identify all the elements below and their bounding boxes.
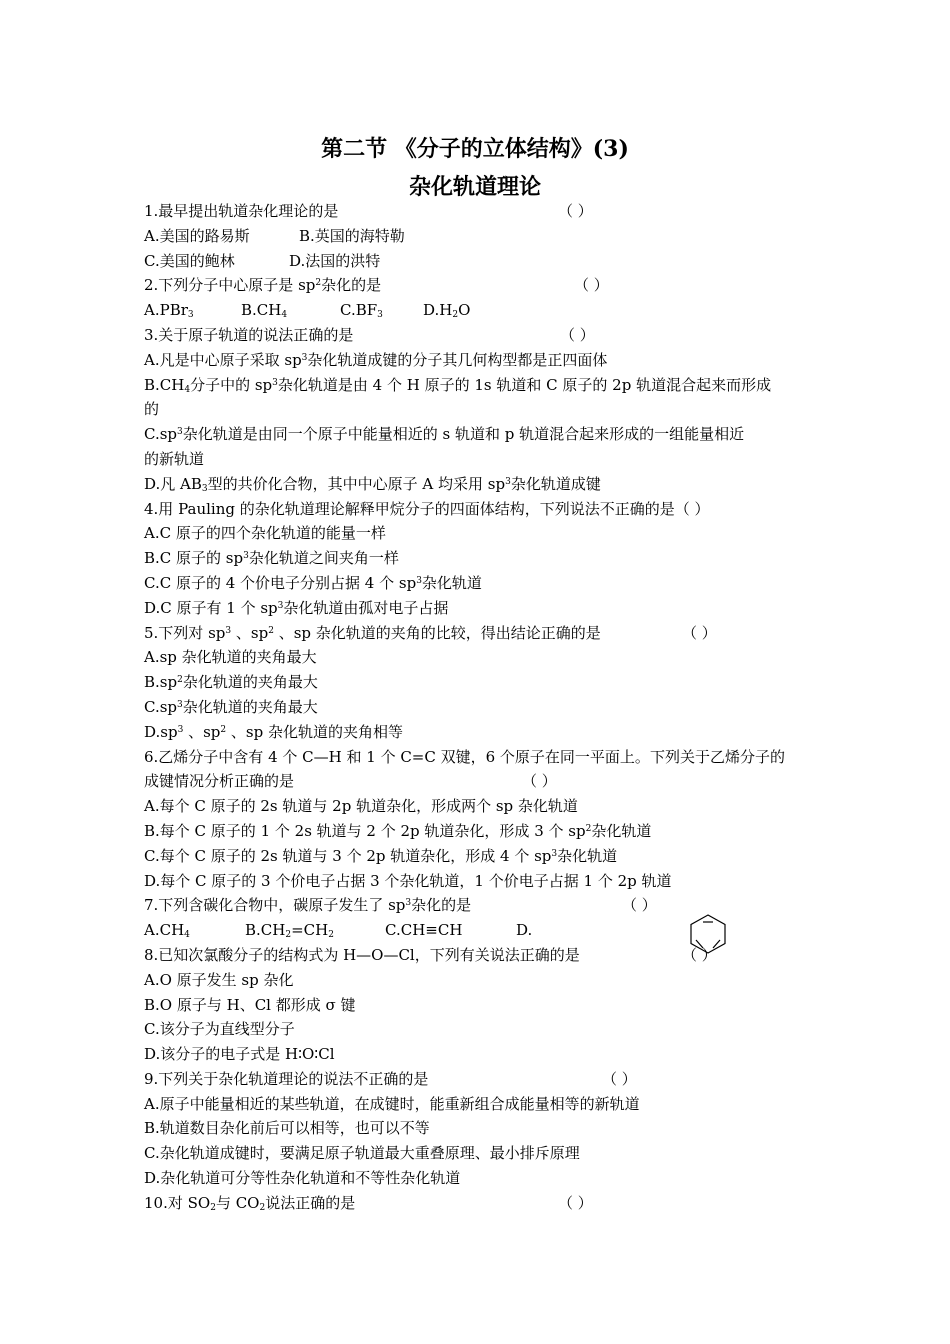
q6-stem-cont: 成键情况分析正确的是 （ ） xyxy=(144,769,814,794)
q3-option-b: $B.CH_4$分子中的 $sp^3$杂化轨道是由 4 个 H 原子的 1s 轨道和 C 原子的 2p 轨道混合起来而形成 xyxy=(144,375,772,395)
q8-option-b: B.O 原子与 H、Cl 都形成 σ 键 xyxy=(144,995,356,1014)
q3-option-c-cont: 的新轨道 xyxy=(144,449,205,468)
q2-options: A.PBr$_3$ $B.CH_4$ $C.BF_3$ $D.H_2O$ xyxy=(144,301,471,321)
q9-option-a: A.原子中能量相近的某些轨道，在成键时，能重新组合成能量相等的新轨道 xyxy=(144,1094,640,1113)
q6-option-c: C.每个 C 原子的 2s 轨道与 3 个 2p 轨道杂化，形成 4 个 $sp^3$杂化轨道 xyxy=(144,846,618,865)
q8-stem: 8.已知次氯酸分子的结构式为 H—O—Cl，下列有关说法正确的是 （ ） xyxy=(144,943,814,968)
q6-option-d: D.每个 C 原子的 3 个价电子占据 3 个杂化轨道，1 个价电子占据 1 个 2p 轨道 xyxy=(144,871,672,890)
q3-stem: 3.关于原子轨道的说法正确的是 （ ） xyxy=(144,323,814,348)
answer-blank: （ ） xyxy=(622,896,657,915)
q9-option-c: C.杂化轨道成键时，要满足原子轨道最大重叠原理、最小排斥原理 xyxy=(144,1144,580,1163)
q6-option-b: B.每个 C 原子的 1 个 2s 轨道与 2 个 2p 轨道杂化，形成 3 个 $sp^2$杂化轨道 xyxy=(144,821,652,840)
q8-option-c: C.该分子为直线型分子 xyxy=(144,1020,295,1039)
q5-option-a: A.sp 杂化轨道的夹角最大 xyxy=(144,648,317,667)
answer-blank: （ ） xyxy=(682,623,717,642)
q4-option-a: A.C 原子的四个杂化轨道的能量一样 xyxy=(144,524,386,543)
q8-option-a: A.O 原子发生 sp 杂化 xyxy=(144,970,294,989)
q9-option-d: D.杂化轨道可分等性杂化轨道和不等性杂化轨道 xyxy=(144,1169,461,1188)
q5-option-c: $C.sp^3$杂化轨道的夹角最大 xyxy=(144,697,318,716)
question-list xyxy=(144,199,814,1216)
answer-blank: （ ） xyxy=(560,325,595,344)
q4-stem: 4.用 Pauling 的杂化轨道理论解释甲烷分子的四面体结构，下列说法不正确的是（ ） xyxy=(144,499,710,518)
q8-option-d: D.该分子的电子式是 H∶O∶Cl xyxy=(144,1045,335,1064)
q1-options-cd: C.美国的鲍林 D.法国的洪特 xyxy=(144,251,381,270)
page-subtitle: 杂化轨道理论 xyxy=(408,174,541,200)
answer-blank: （ ） xyxy=(558,1193,593,1212)
q9-stem: 9.下列关于杂化轨道理论的说法不正确的是 （ ） xyxy=(144,1067,814,1092)
answer-blank: （ ） xyxy=(574,276,609,295)
benzene-ring-icon xyxy=(688,913,728,955)
answer-blank: （ ） xyxy=(558,202,593,220)
q3-option-d: D.凡 $AB_3$型的共价化合物，其中中心原子 A 均采用 $sp^3$杂化轨道成键 xyxy=(144,474,601,494)
q4-option-d: D.C 原子有 1 个 $sp^3$杂化轨道由孤对电子占据 xyxy=(144,598,449,617)
q2-stem: 2.下列分子中心原子是 $sp^2$杂化的是 （ ） xyxy=(144,273,814,298)
answer-blank: （ ） xyxy=(674,499,710,518)
q10-stem: 10.对 $SO_2$与 $CO_2$说法正确的是 （ ） xyxy=(144,1191,814,1216)
q4-option-b: B.C 原子的 $sp^3$杂化轨道之间夹角一样 xyxy=(144,549,399,568)
q3-option-b-cont: 的 xyxy=(144,400,160,419)
q9-option-b: B.轨道数目杂化前后可以相等，也可以不等 xyxy=(144,1119,430,1138)
q6-stem: 6.乙烯分子中含有 4 个 C—H 和 1 个 C=C 双键，6 个原子在同一平面上。下列关于乙烯分子的 xyxy=(144,747,785,766)
answer-blank: （ ） xyxy=(682,945,717,964)
q5-stem: 5.下列对 $sp^3$ 、$sp^2$ 、sp 杂化轨道的夹角的比较，得出结论正确的是 （ ） xyxy=(144,621,814,646)
q1-stem: 1.最早提出轨道杂化理论的是 （ ） xyxy=(144,199,814,224)
q7-options: $A.CH_4$ $B.CH_2=CH_2$ C.CH≡CH D. xyxy=(144,921,533,941)
page-title: 第二节 《分子的立体结构》(3) xyxy=(321,136,629,162)
q5-option-d: $D.sp^3$ 、$sp^2$ 、sp 杂化轨道的夹角相等 xyxy=(144,722,403,741)
q1-options-ab: A.美国的路易斯 B.英国的海特勒 xyxy=(144,226,405,245)
q6-option-a: A.每个 C 原子的 2s 轨道与 2p 轨道杂化，形成两个 sp 杂化轨道 xyxy=(144,797,578,816)
answer-blank: （ ） xyxy=(522,772,557,791)
q5-option-b: $B.sp^2$杂化轨道的夹角最大 xyxy=(144,673,318,692)
q7-stem: 7.下列含碳化合物中，碳原子发生了 $sp^3$杂化的是 （ ） xyxy=(144,893,814,918)
q4-option-c: C.C 原子的 4 个价电子分别占据 4 个 $sp^3$杂化轨道 xyxy=(144,573,482,592)
answer-blank: （ ） xyxy=(602,1069,637,1088)
q3-option-c: $C.sp^3$杂化轨道是由同一个原子中能量相近的 s 轨道和 p 轨道混合起来形成的一组能量相近 xyxy=(144,425,745,444)
q3-option-a: A.凡是中心原子采取 $sp^3$杂化轨道成键的分子其几何构型都是正四面体 xyxy=(144,350,608,369)
